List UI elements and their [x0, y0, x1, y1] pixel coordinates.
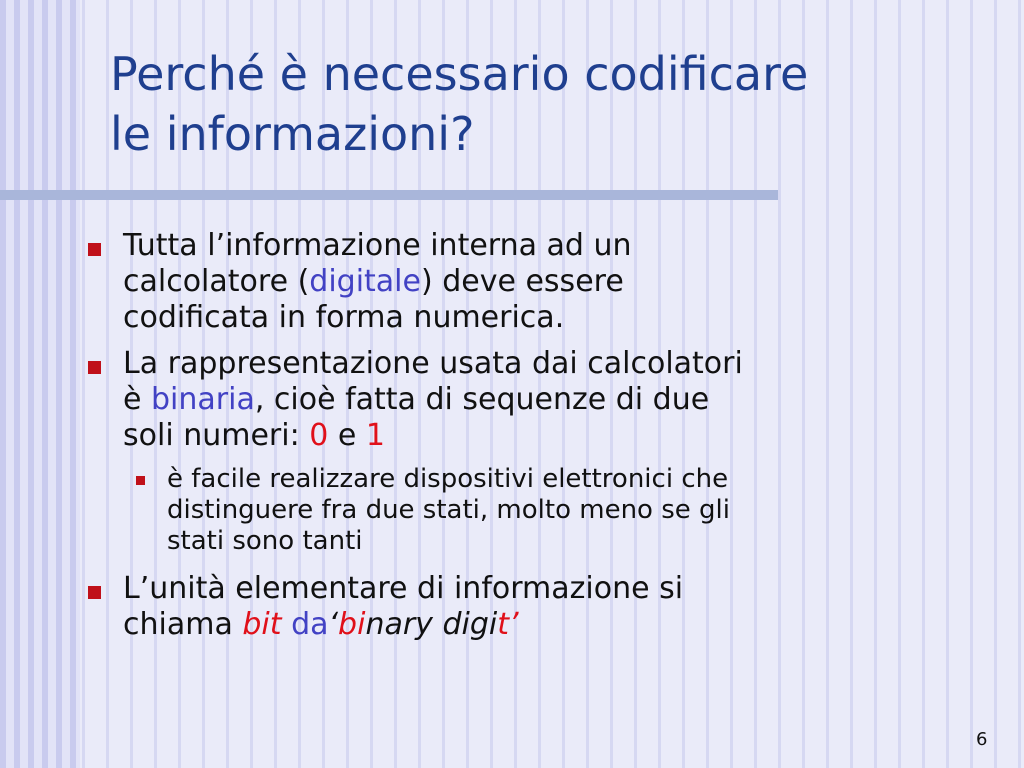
text-line: La rappresentazione usata dai calcolatori: [123, 346, 743, 381]
text-segment: , cioè fatta di sequenze di due: [254, 382, 710, 417]
text-segment: calcolatore (: [123, 264, 310, 299]
page-number: 6: [976, 729, 988, 750]
highlight-t: t’: [497, 607, 519, 642]
word-da: da: [291, 607, 329, 642]
slide-title: [110, 44, 990, 164]
text-line: stati sono tanti: [167, 526, 363, 556]
text-segment: è: [123, 382, 151, 417]
small-square-bullet-icon: [136, 476, 145, 485]
digit-one: 1: [365, 418, 385, 453]
slide-body: [88, 228, 988, 653]
text-segment: nary digi: [365, 607, 498, 642]
highlight-binaria: binaria: [151, 382, 255, 417]
bullet-item-1: [88, 228, 988, 336]
text-line: L’unità elementare di informazione si: [123, 571, 684, 606]
square-bullet-icon: [88, 361, 101, 374]
bullet-item-3: [88, 571, 988, 643]
background-stripes: [0, 0, 80, 768]
title-line-1: Perché è necessario codificare: [110, 47, 809, 101]
bullet-text-3: [123, 571, 683, 643]
sub-bullet-item: [136, 464, 988, 557]
title-line-2: le informazioni?: [110, 107, 475, 161]
text-segment: e: [328, 418, 366, 453]
text-segment: soli numeri:: [123, 418, 310, 453]
quote-open: ‘: [328, 607, 339, 642]
text-line: Tutta l’informazione interna ad un: [123, 228, 632, 263]
text-line: è facile realizzare dispositivi elettronici che: [167, 464, 729, 494]
title-divider: [0, 190, 778, 200]
square-bullet-icon: [88, 243, 101, 256]
bullet-text-1: [123, 228, 632, 336]
text-segment: [282, 607, 292, 642]
bullet-item-2: [88, 346, 988, 454]
digit-zero: 0: [309, 418, 329, 453]
square-bullet-icon: [88, 586, 101, 599]
term-bit: bit: [242, 607, 282, 642]
text-segment: chiama: [123, 607, 243, 642]
highlight-bi: bi: [338, 607, 366, 642]
text-line: distinguere fra due stati, molto meno se gli: [167, 495, 730, 525]
highlight-digitale: digitale: [309, 264, 421, 299]
text-segment: ) deve essere: [420, 264, 624, 299]
bullet-text-2: [123, 346, 743, 454]
sub-bullet-text: [167, 464, 730, 557]
text-line: codificata in forma numerica.: [123, 300, 565, 335]
